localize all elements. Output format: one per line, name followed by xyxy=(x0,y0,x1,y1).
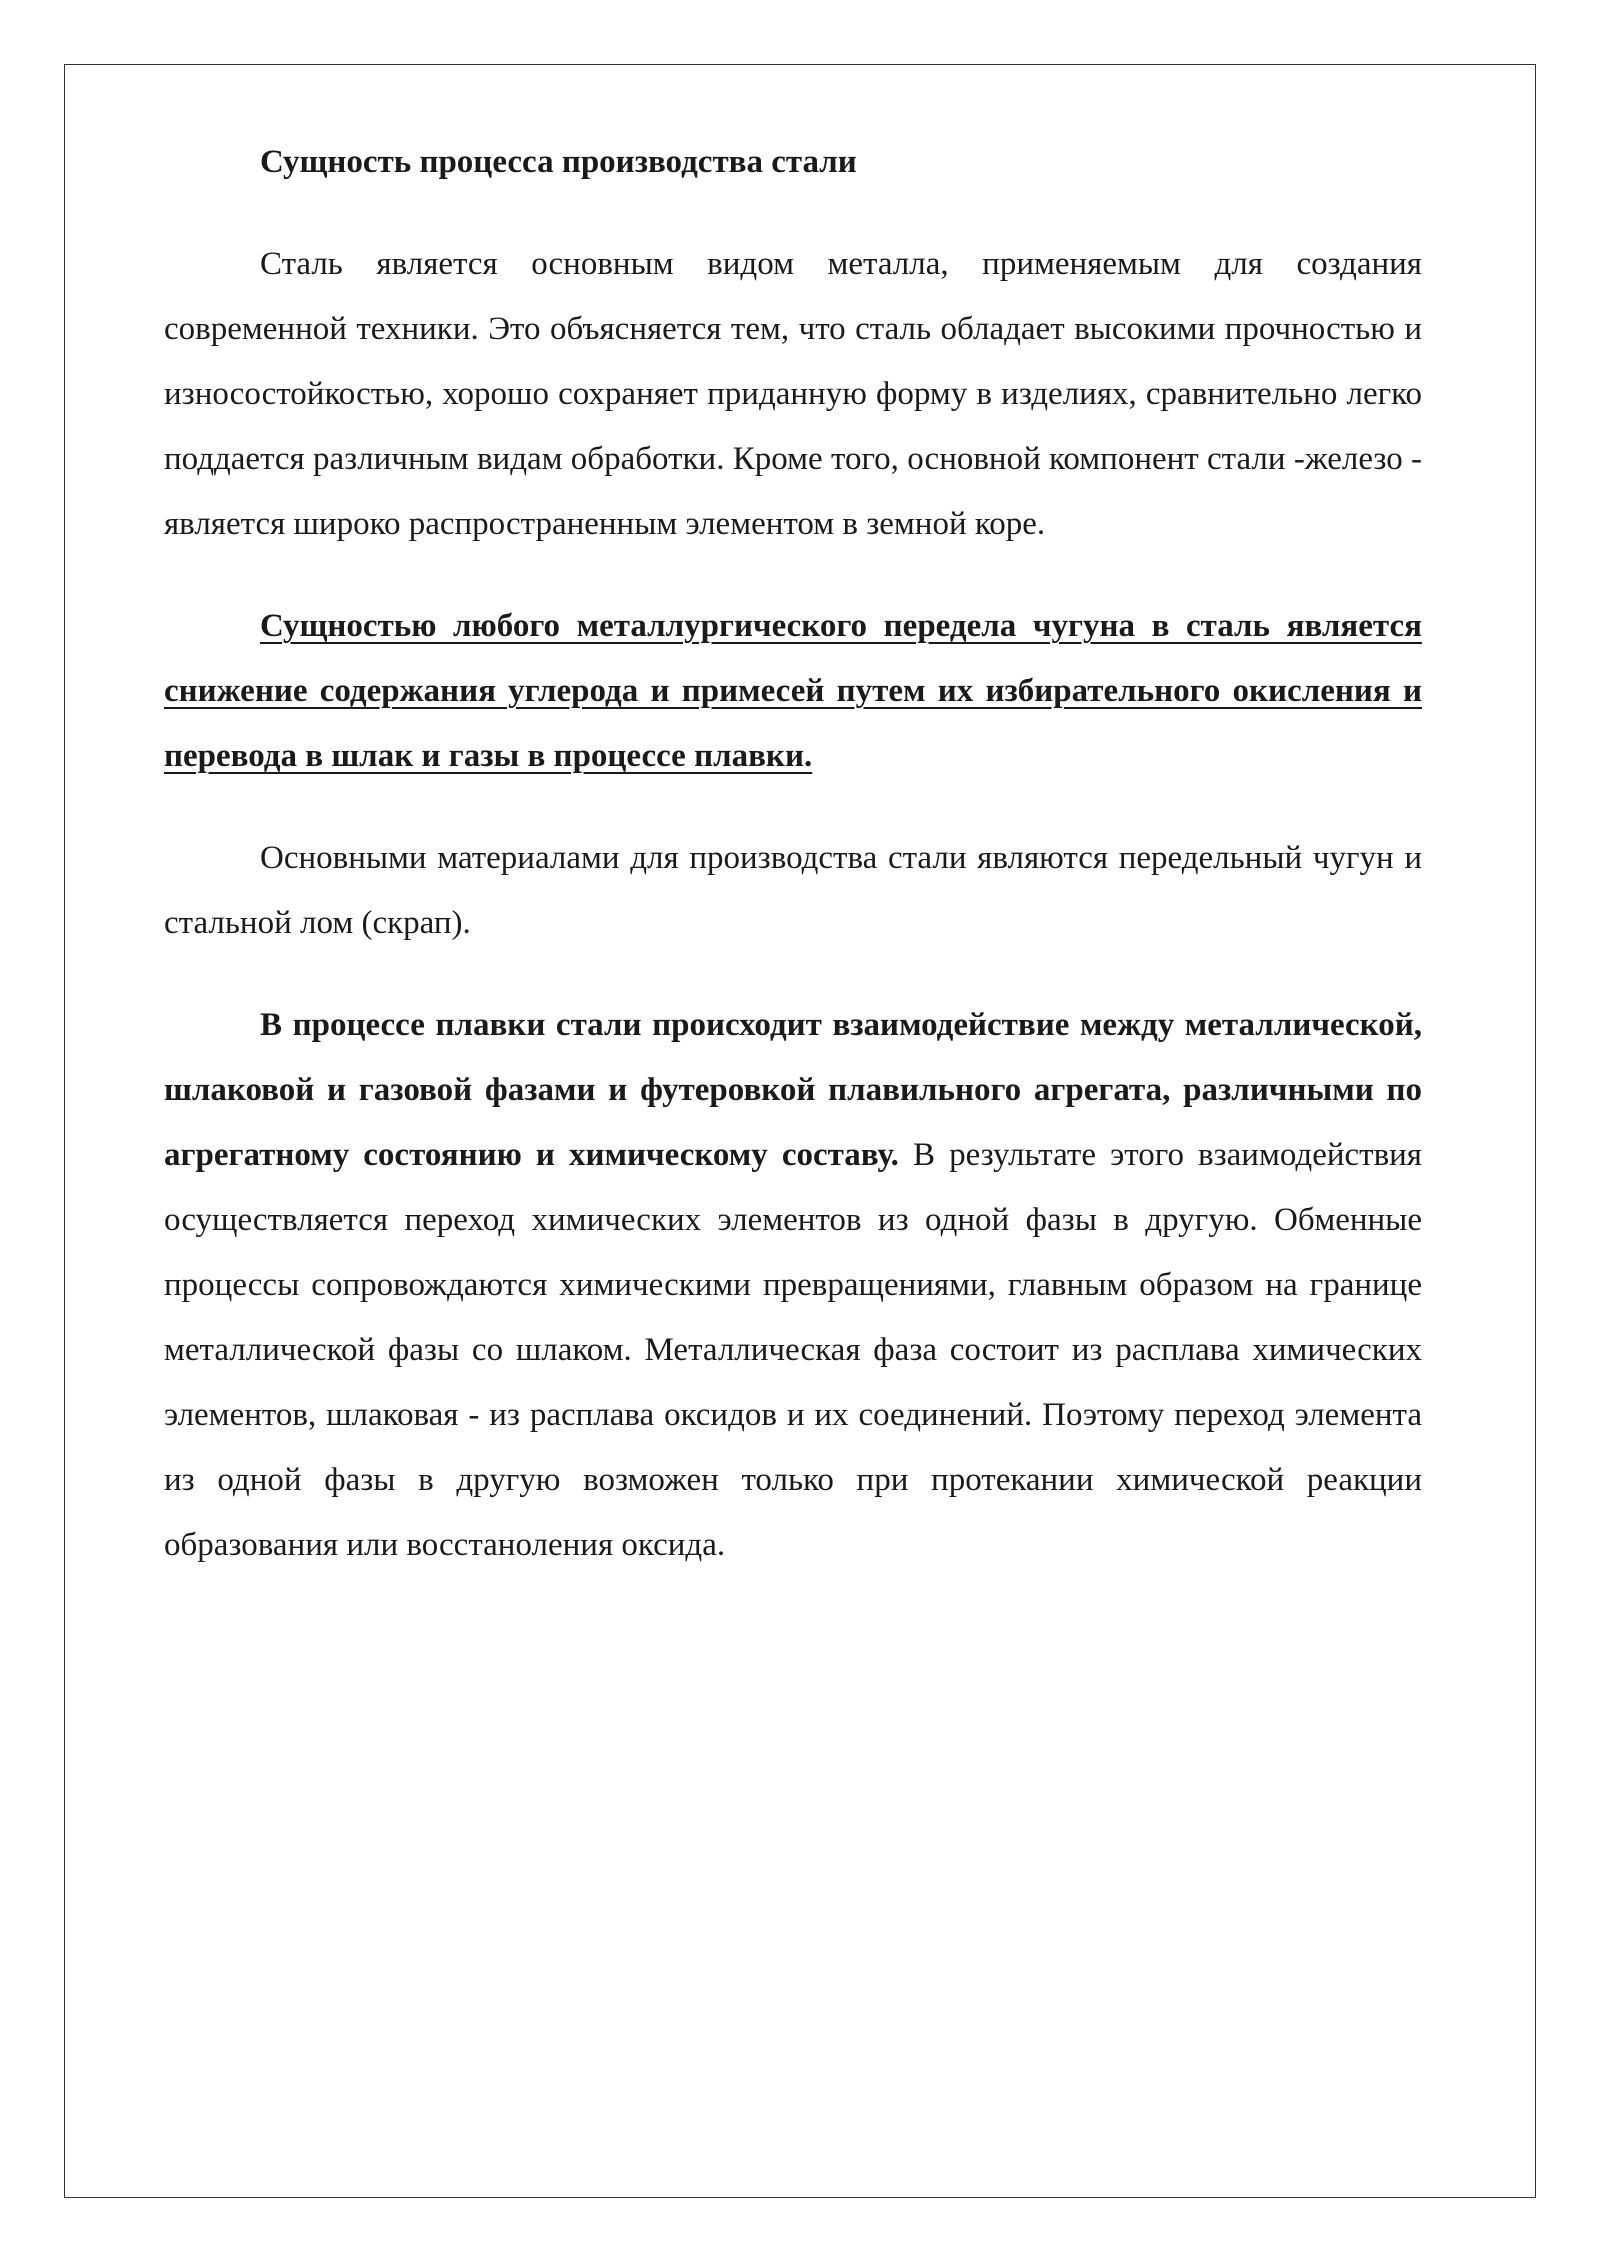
paragraph-melting-rest: В результате этого взаимодействия осуществляется переход химических элементов из одной фазы в другую. Обменные процессы сопровождаются химическими превращениями, главным образом на границе металлической фазы со шлаком. Металлическая фаза состоит из расплава химических элементов, шлаковая - из расплава оксидов и их соединений. Поэтому переход элемента из одной фазы в другую возможен только при протекании химической реакции образования или восстаноления оксида. xyxy=(164,1137,1422,1563)
paragraph-steel-intro: Сталь является основным видом металла, применяемым для создания современной техники. Это объясняется тем, что сталь обладает высокими прочностью и износостойкостью, хорошо сохраняет приданную форму в изделиях, сравнительно легко поддается различным видам обработки. Кроме того, основной компонент стали -железо - является широко распространенным элементом в земной коре. xyxy=(164,246,1422,542)
document-body xyxy=(164,130,1422,1615)
document-title: Сущность процесса производства стали xyxy=(260,144,857,180)
paragraph-essence-text: Сущностью любого металлургического передела чугуна в сталь является снижение содержания углерода и примесей путем их избирательного окисления и перевода в шлак и газы в процессе плавки. xyxy=(164,608,1422,774)
paragraph-materials: Основными материалами для производства стали являются передельный чугун и стальной лом (скрап). xyxy=(164,840,1422,941)
paragraph-melting-process xyxy=(164,993,1422,1578)
paragraph-melting-bold: В процессе плавки стали происходит взаимодействие между металлической, шлаковой и газовой фазами и футеровкой плавильного агрегата, различными по агрегатному состоянию и химическому составу. xyxy=(164,1007,1422,1173)
paragraph-essence xyxy=(164,594,1422,789)
